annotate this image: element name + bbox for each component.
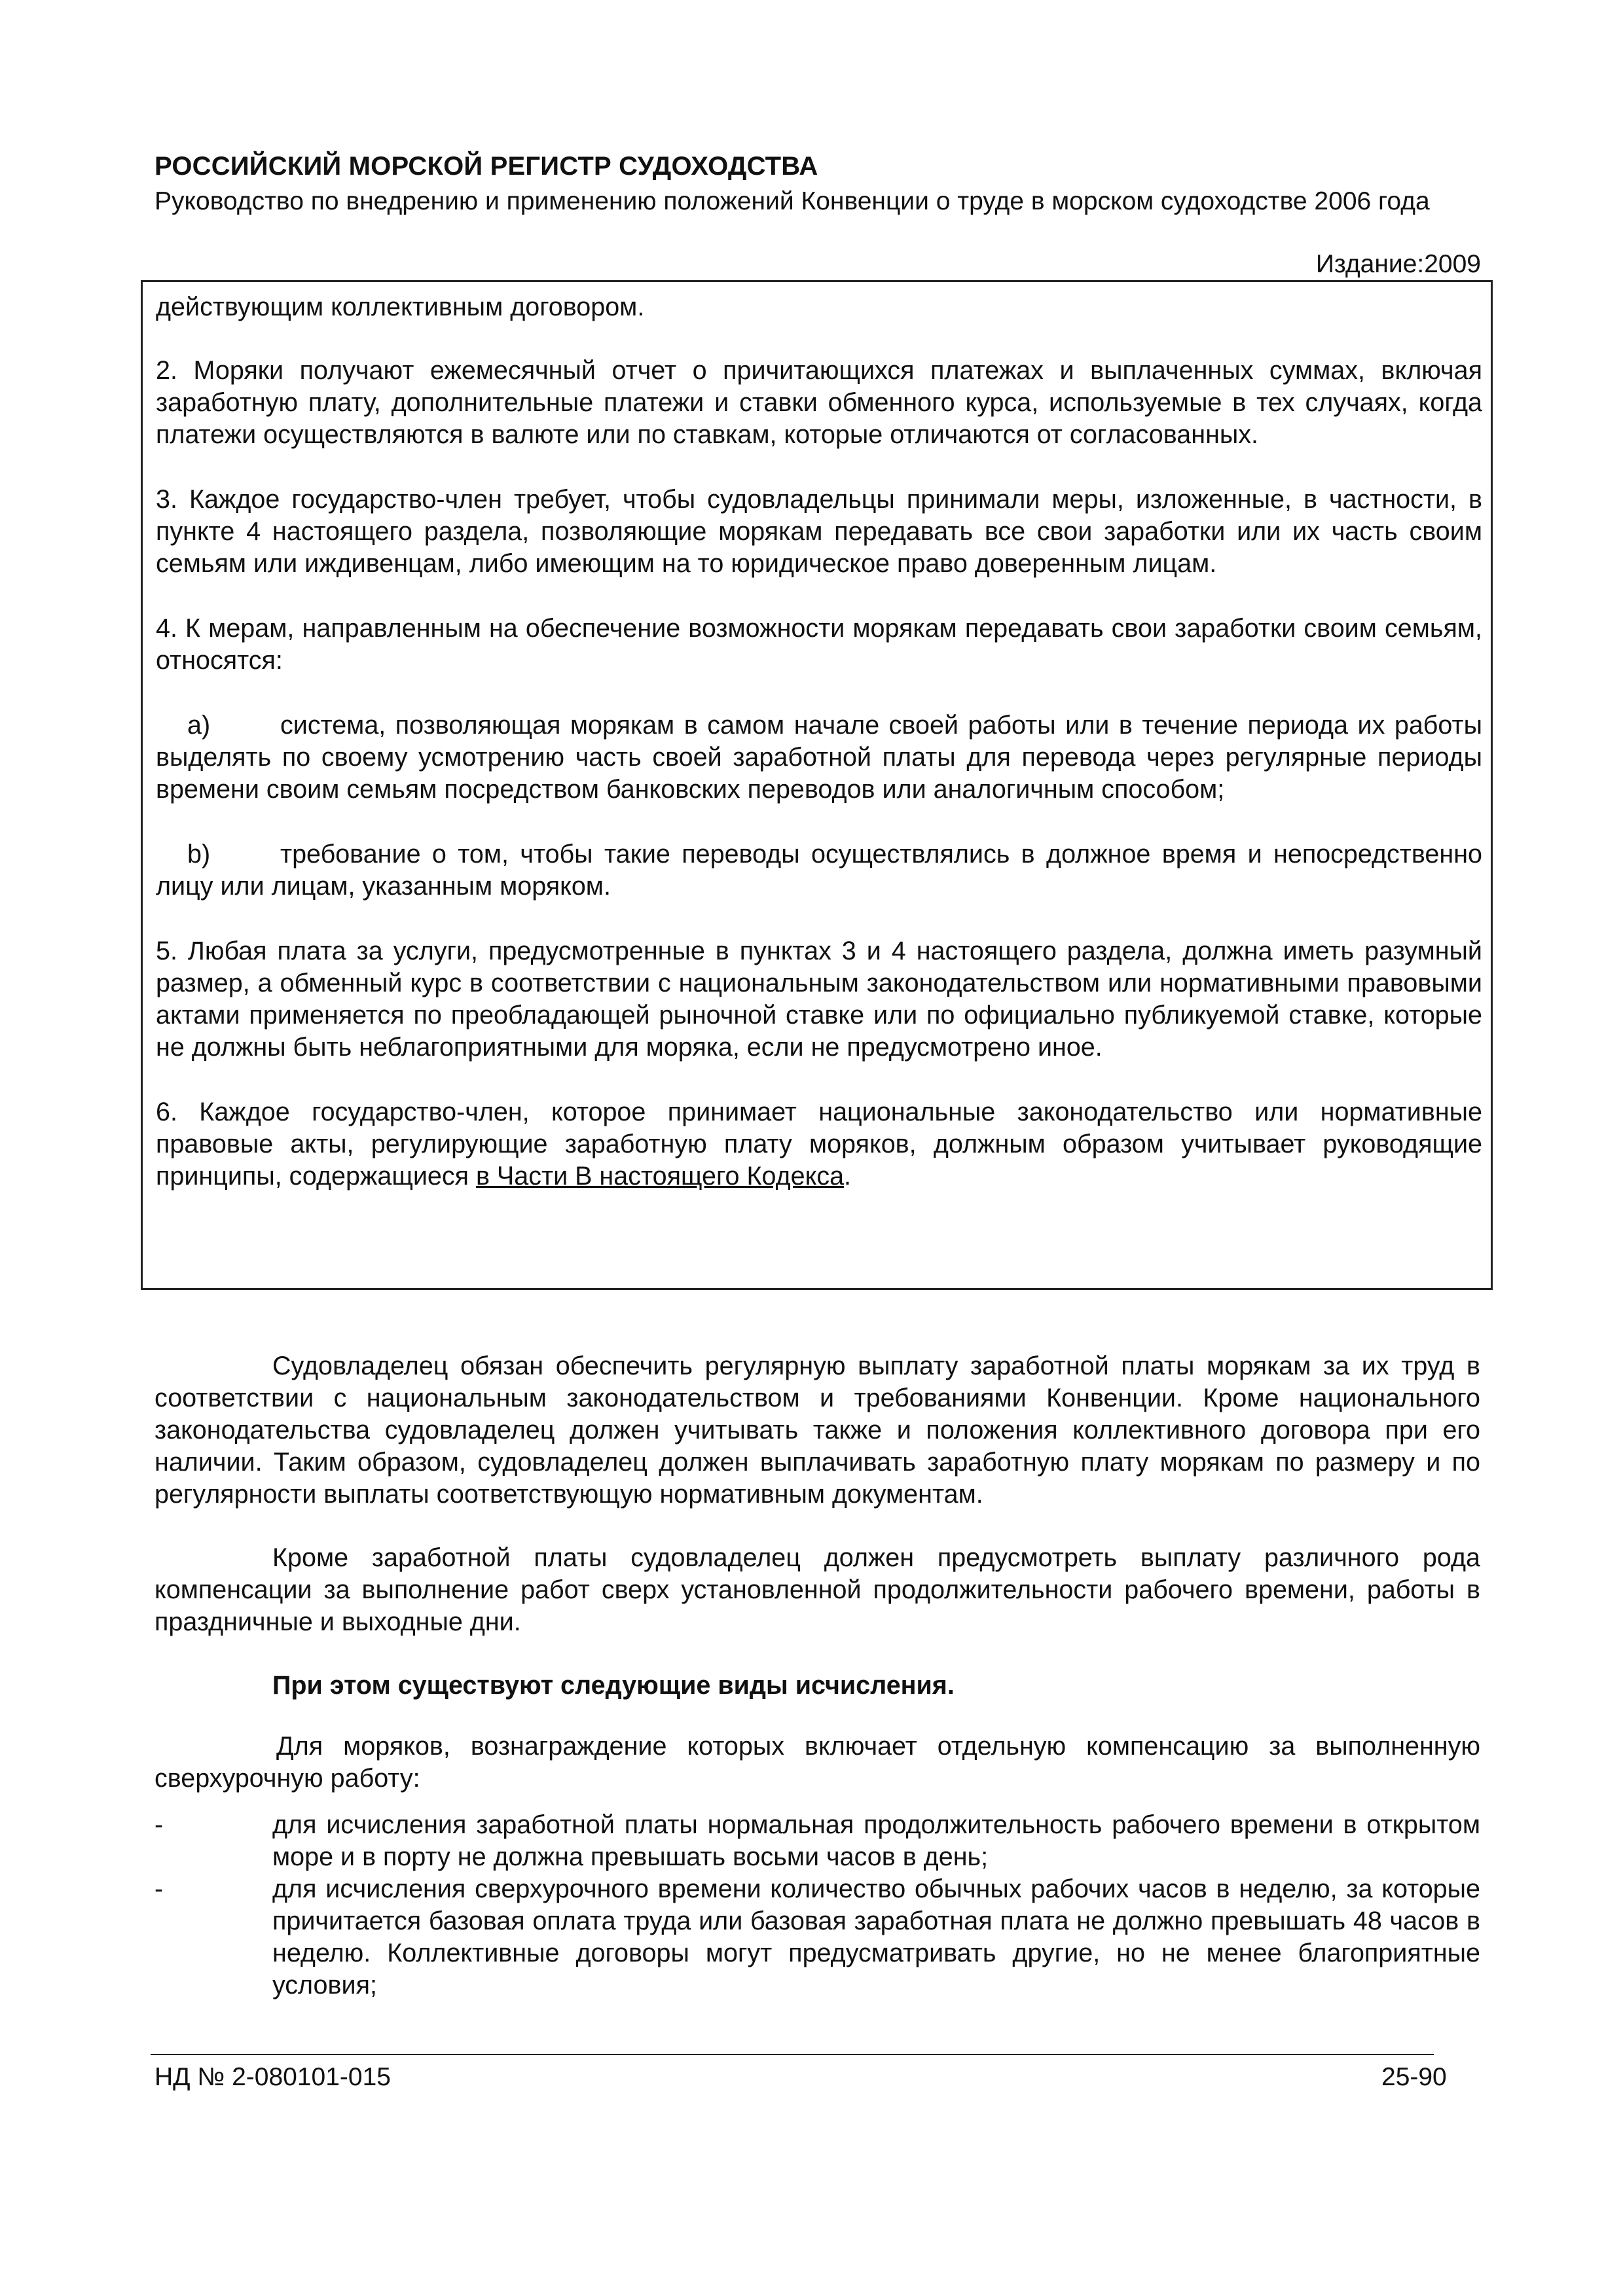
subitem-b-label: b) <box>187 840 211 869</box>
excerpt-paragraph-4: 4. К мерам, направленным на обеспечение возможности морякам передавать свои заработки своим семьям, относятся: <box>156 614 1482 675</box>
list-item-text: для исчисления заработной платы нормальная продолжительность рабочего времени в открытом море и в порту не должна превышать восьми часов в день; <box>272 1810 1480 1871</box>
register-title: РОССИЙСКИЙ МОРСКОЙ РЕГИСТР СУДОХОДСТВА <box>155 152 818 181</box>
body-text <box>155 1350 1480 2001</box>
part-b-code-link[interactable]: в Части B настоящего Кодекса <box>475 1162 845 1191</box>
dash-bullet: - <box>155 1874 164 1903</box>
excerpt-paragraph-5: 5. Любая плата за услуги, предусмотренные в пунктах 3 и 4 настоящего раздела, должна иметь разумный размер, а обменный курс в соответствии с национальным законодательством или нормативными правовыми актами применяется по преобладающей рыночной ставке или по официально публикуемой ставке, которые не должны быть неблагоприятными для моряка, если не предусмотрено иное. <box>156 937 1482 1062</box>
section-heading: При этом существуют следующие виды исчисления. <box>272 1671 955 1700</box>
edition-label: Издание:2009 <box>1315 250 1481 278</box>
body-paragraph-2: Кроме заработной платы судовладелец должен предусмотреть выплату различного рода компенсации за выполнение работ сверх установленной продолжительности рабочего времени, работы в праздничные и выходные дни. <box>155 1543 1480 1636</box>
body-paragraph-1: Судовладелец обязан обеспечить регулярную выплату заработной платы морякам за их труд в соответствии с национальным законодательством и требованиями Конвенции. Кроме национального законодательства судовладелец должен учитывать также и положения коллективного договора при его наличии. Таким образом, судовладелец должен выплачивать заработную плату морякам по размеру и по регулярности выплаты соответствующую нормативным документам. <box>155 1352 1480 1509</box>
subitem-b-text: требование о том, чтобы такие переводы осуществлялись в должное время и непосредственно лицу или лицам, указанным моряком. <box>156 840 1482 901</box>
excerpt-continuation: действующим коллективным договором. <box>156 293 645 321</box>
list-item <box>155 1873 1480 2001</box>
dash-bullet: - <box>155 1810 164 1839</box>
subitem-a-text: система, позволяющая морякам в самом начале своей работы или в течение периода их работы выделять по своему усмотрению часть своей заработной платы для перевода через регулярные периоды времени своим семьям посредством банковских переводов или аналогичным способом; <box>156 711 1482 804</box>
excerpt-subitem-b <box>156 838 1482 903</box>
convention-excerpt-box <box>141 280 1493 1290</box>
page-number: 25-90 <box>1381 2063 1447 2091</box>
paragraph-6-text: 6. Каждое государство-член, которое принимает национальные законодательство или нормативные правовые акты, регулирующие заработную плату моряков, должным образом учитывает руководящие принципы, содержащиеся <box>156 1098 1482 1191</box>
subitem-a-label: a) <box>187 711 211 740</box>
body-paragraph-3: Для моряков, вознаграждение которых включает отдельную компенсацию за выполненную сверхурочную работу: <box>155 1732 1480 1793</box>
excerpt-subitem-a <box>156 709 1482 806</box>
list-item-text: для исчисления сверхурочного времени количество обычных рабочих часов в неделю, за которые причитается базовая оплата труда или базовая заработная плата не должно превышать 48 часов в неделю. Коллективные договоры могут предусматривать другие, но не менее благоприятные условия; <box>272 1874 1480 2000</box>
document-subtitle: Руководство по внедрению и применению положений Конвенции о труде в морском судоходстве 2006 года <box>155 187 1430 215</box>
excerpt-paragraph-6 <box>156 1096 1482 1193</box>
list-item <box>155 1809 1480 1873</box>
paragraph-6-end: . <box>844 1162 852 1191</box>
footer-divider <box>151 2054 1434 2055</box>
document-number: НД № 2-080101-015 <box>155 2063 391 2091</box>
excerpt-paragraph-3: 3. Каждое государство-член требует, чтобы судовладельцы принимали меры, изложенные, в частности, в пункте 4 настоящего раздела, позволяющие морякам передавать все свои заработки или их часть своим семьям или иждивенцам, либо имеющим на то юридическое право доверенным лицам. <box>156 485 1482 578</box>
excerpt-paragraph-2: 2. Моряки получают ежемесячный отчет о причитающихся платежах и выплаченных суммах, включая заработную плату, дополнительные платежи и ставки обменного курса, используемые в тех случаях, когда платежи осуществляются в валюте или по ставкам, которые отличаются от согласованных. <box>156 356 1482 449</box>
dash-list <box>155 1809 1480 2001</box>
